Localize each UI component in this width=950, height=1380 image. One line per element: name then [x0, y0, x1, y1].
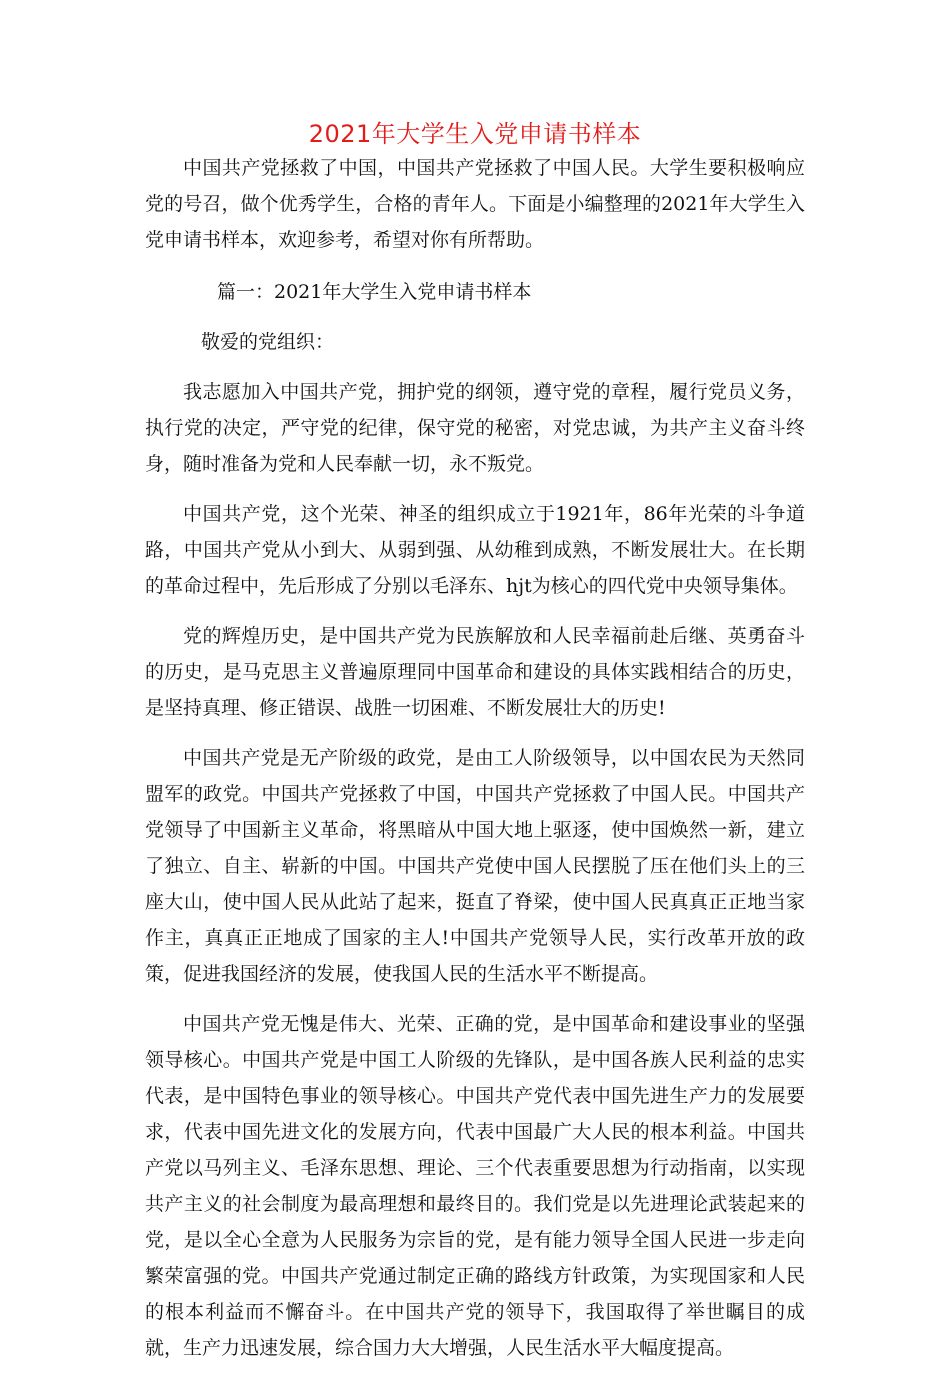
section-heading: 篇一：2021年大学生入党申请书样本 [217, 281, 532, 303]
body-paragraph: 中国共产党无愧是伟大、光荣、正确的党，是中国革命和建设事业的坚强领导核心。中国共产党是中国工人阶级的先锋队，是中国各族人民利益的忠实代表，是中国特色事业的领导核心。中国共产党代表中国先进生产力的发展要求，代表中国先进文化的发展方向，代表中国最广大人民的根本利益。中国共产党以马列主义、毛泽东思想、理论、三个代表重要思想为行动指南，以实现共产主义的社会制度为最高理想和最终目的。我们党是以先进理论武装起来的党，是以全心全意为人民服务为宗旨的党，是有能力领导全国人民进一步走向繁荣富强的党。中国共产党通过制定正确的路线方针政策，为实现国家和人民的根本利益而不懈奋斗。在中国共产党的领导下，我国取得了举世瞩目的成就，生产力迅速发展，综合国力大大增强，人民生活水平大幅度提高。 [145, 1013, 805, 1359]
intro-paragraph: 中国共产党拯救了中国，中国共产党拯救了中国人民。大学生要积极响应党的号召，做个优秀学生，合格的青年人。下面是小编整理的2021年大学生入党申请书样本，欢迎参考，希望对你有所帮助。 [145, 157, 805, 251]
body-paragraph: 我志愿加入中国共产党，拥护党的纲领，遵守党的章程，履行党员义务，执行党的决定，严守党的纪律，保守党的秘密，对党忠诚，为共产主义奋斗终身，随时准备为党和人民奉献一切，永不叛党。 [145, 381, 805, 475]
salutation: 敬爱的党组织： [201, 331, 335, 353]
body-paragraph: 党的辉煌历史，是中国共产党为民族解放和人民幸福前赴后继、英勇奋斗的历史，是马克思主义普遍原理同中国革命和建设的具体实践相结合的历史，是坚持真理、修正错误、战胜一切困难、不断发展壮大的历史! [145, 625, 805, 719]
document-page [145, 110, 805, 1380]
document-title: 2021年大学生入党申请书样本 [308, 120, 642, 148]
body-paragraph: 中国共产党，这个光荣、神圣的组织成立于1921年，86年光荣的斗争道路，中国共产党从小到大、从弱到强、从幼稚到成熟，不断发展壮大。在长期的革命过程中，先后形成了分别以毛泽东、hjt为核心的四代党中央领导集体。 [145, 503, 805, 597]
body-paragraph: 中国共产党是无产阶级的政党，是由工人阶级领导，以中国农民为天然同盟军的政党。中国共产党拯救了中国，中国共产党拯救了中国人民。中国共产党领导了中国新主义革命，将黑暗从中国大地上驱逐，使中国焕然一新，建立了独立、自主、崭新的中国。中国共产党使中国人民摆脱了压在他们头上的三座大山，使中国人民从此站了起来，挺直了脊梁，使中国人民真真正正地当家作主，真真正正地成了国家的主人!中国共产党领导人民，实行改革开放的政策，促进我国经济的发展，使我国人民的生活水平不断提高。 [145, 747, 805, 985]
